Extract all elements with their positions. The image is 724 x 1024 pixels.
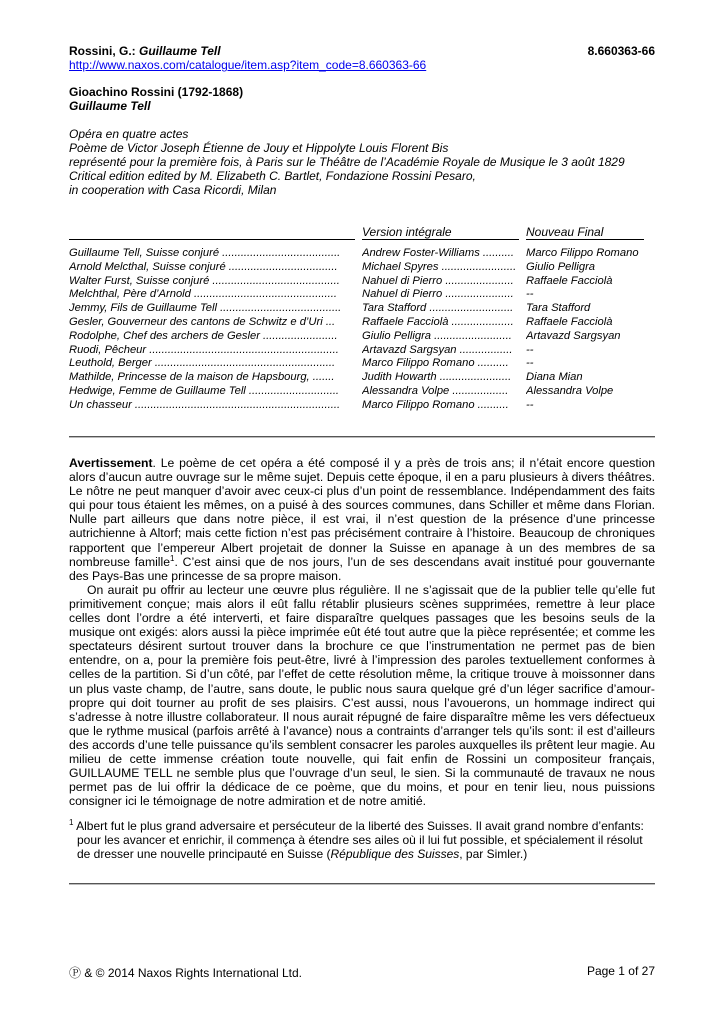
cast-final-singer: Alessandra Volpe — [526, 384, 614, 397]
cast-row — [69, 275, 659, 289]
cast-role: Melchthal, Père d’Arnold .............................................. — [69, 288, 337, 301]
cast-row — [69, 399, 659, 413]
section-divider — [69, 436, 655, 438]
cast-row — [69, 385, 659, 399]
header-title-prefix: Rossini, G.: — [69, 44, 140, 58]
cast-final-singer: -- — [526, 288, 534, 301]
cast-role: Mathilde, Princesse de la maison de Hapsbourg, ....... — [69, 371, 335, 384]
cast-row — [69, 344, 659, 358]
avertissement-paragraph: On aurait pu offrir au lecteur une œuvre plus régulière. Il ne s’agissait que de la publier telle qu’elle fut primitivement conçue; mais alors il eût fallu rétablir plusieurs scènes supprimées, remettre à leur place celles dont l’ordre a été interverti, et faire disparaître quelques passages que les besoins seuls de la musique ont exigés: alors aussi la pièce imprimée eût été tout autre que la pièce représentée; et comme les spectateurs désirent surtout trouver dans la brochure ce que l’instrumentation ne permet pas de bien entendre, on a, pour la première fois peut-être, livré à l’impression des paroles textuellement conformes à celles de la partition. Si d’un côté, par l’effet de cette résolution même, la critique trouve à moissonner dans un plus vaste champ, de l’autre, sans doute, le public nous saura quelque gré d’un léger sacrifice d’amour-propre qui doit tourner au profit de ses plaisirs. C’est aussi, nous l’avouerons, un hommage indirect qui s’adresse à notre illustre collaborateur. Il nous aurait répugné de faire disparaître même les vers défectueux que le rythme musical (parfois arrêté à l’avance) nous a contraints d’arranger tels qu’ils sont: il est d’ailleurs des accords d’une telle puissance qu’ils semblent consacrer les paroles auxquelles ils prêtent leur magie. Au milieu de cette immense création toute nouvelle, qui fait enfin de Rossini un compositeur français, GUILLAUME TELL ne semble plus que l’ouvrage d’un seul, le sien. Si la communauté de travaux ne nous permet pas de lui offrir la dédicace de ce poème, que du moins, et pour en tenir lieu, nous puissions consigner ici le témoignage de notre admiration et de notre amitié. — [69, 582, 655, 809]
description-line: Poème de Victor Joseph Étienne de Jouy et Hippolyte Louis Florent Bis — [69, 141, 449, 155]
cast-row — [69, 330, 659, 344]
cast-singer: Artavazd Sargsyan ................. — [362, 343, 513, 356]
description-line: représenté pour la première fois, à Paris sur le Théâtre de l’Académie Royale de Musique le 3 août 1829 — [69, 155, 625, 169]
cast-singer: Giulio Pelligra ......................... — [362, 329, 512, 342]
cast-singer: Tara Stafford ........................... — [362, 302, 514, 315]
cast-final-singer: Marco Filippo Romano — [526, 247, 639, 259]
footnote-text-part: , par Simler.) — [459, 847, 528, 862]
cast-singer: Judith Howarth ....................... — [362, 371, 512, 384]
cast-role: Ruodi, Pêcheur ............................................................. — [69, 343, 339, 356]
cast-row — [69, 357, 659, 371]
cast-singer: Michael Spyres ........................ — [362, 260, 517, 273]
cast-singer: Marco Filippo Romano .......... — [362, 357, 509, 370]
description-line: in cooperation with Casa Ricordi, Milan — [69, 183, 277, 197]
header-title-work: Guillaume Tell — [139, 44, 221, 58]
cast-final-singer: Raffaele Facciolà — [526, 274, 613, 287]
cast-singer: Nahuel di Pierro ...................... — [362, 288, 514, 301]
composer-name: Gioachino Rossini (1792-1868) — [69, 85, 244, 99]
cast-final-singer: -- — [526, 343, 534, 356]
cast-row — [69, 302, 659, 316]
footnote-ref: 1 — [170, 553, 175, 563]
cast-final-singer: Raffaele Facciolà — [526, 315, 613, 328]
cast-role: Guillaume Tell, Suisse conjuré ...................................... — [69, 247, 341, 259]
cast-header-final: Nouveau Final — [526, 225, 604, 239]
cast-row — [69, 261, 659, 275]
page-number: Page 1 of 27 — [586, 964, 655, 978]
footnote-marker: 1 — [69, 818, 74, 827]
work-title: Guillaume Tell — [69, 99, 151, 113]
cast-singer: Marco Filippo Romano .......... — [362, 398, 509, 411]
cast-header-rule — [69, 239, 355, 240]
cast-header-rule — [362, 239, 519, 240]
cast-list — [69, 247, 659, 413]
catalogue-code: 8.660363-66 — [587, 44, 655, 58]
paragraph-text: . Le poème de cet opéra a été composé il y a près de trois ans; il n’était encore question alors d’aucun autre ouvrage sur le même sujet. Depuis cette époque, il en a paru plusieurs à divers théâtres. Le nôtre ne peut manquer d’avoir avec ceux-ci plus d’un point de ressemblance. Indépendamment des faits qui pour tous étaient les mêmes, on a puisé à des sources communes, dans Schiller et même dans Florian. Nulle part ailleurs que dans notre pièce, il est vrai, il n’est question de la présence d’une princesse autrichienne à Altorf; mais cette fiction n’est pas précisément contraire à l’histoire. Beaucoup de chroniques rapportent que l’empereur Albert projetait de donner la Suisse en apanage à un des membres de sa nombreuse famille — [69, 456, 655, 569]
cast-final-singer: Giulio Pelligra — [526, 260, 596, 273]
footnote — [69, 819, 655, 862]
work-description — [69, 127, 625, 197]
cast-final-singer: Artavazd Sargsyan — [526, 329, 621, 342]
cast-role: Hedwige, Femme de Guillaume Tell ............................. — [69, 384, 340, 397]
cast-row — [69, 316, 659, 330]
cast-role: Gesler, Gouverneur des cantons de Schwitz e d’Uri ... — [69, 315, 336, 328]
avertissement-paragraph — [69, 456, 655, 583]
description-line: Critical edition edited by M. Elizabeth C. Bartlet, Fondazione Rossini Pesaro, — [69, 169, 476, 183]
cast-final-singer: Tara Stafford — [526, 302, 591, 315]
cast-singer: Alessandra Volpe .................. — [362, 384, 509, 397]
cast-header-rule — [526, 239, 644, 240]
avertissement-text — [69, 456, 655, 808]
copyright-notice: Ⓟ & © 2014 Naxos Rights International Ltd. — [69, 966, 302, 980]
cast-role: Walter Furst, Suisse conjuré ......................................... — [69, 274, 340, 287]
cast-role: Arnold Melcthal, Suisse conjuré ................................... — [69, 260, 338, 273]
cast-singer: Andrew Foster-Williams .......... — [362, 247, 514, 259]
paragraph-text: . C’est ainsi que de nos jours, l’un de ses descendans avait institué pour gouvernante des Pays-Bas une princesse de sa propre maison. — [69, 554, 656, 583]
cast-role: Rodolphe, Chef des archers de Gesler ........................ — [69, 329, 338, 342]
cast-row — [69, 247, 659, 261]
cast-singer: Raffaele Facciolà .................... — [362, 315, 514, 328]
cast-final-singer: -- — [526, 357, 534, 370]
cast-role: Un chasseur .................................................................. — [69, 398, 341, 411]
cast-row — [69, 371, 659, 385]
footnote-text-italic: République des Suisses — [330, 847, 460, 862]
catalogue-link[interactable]: http://www.naxos.com/catalogue/item.asp?item_code=8.660363-66 — [69, 58, 427, 72]
footnote-text — [69, 819, 655, 862]
header-title — [69, 44, 221, 58]
avertissement-heading: Avertissement — [69, 456, 153, 470]
cast-row — [69, 288, 659, 302]
section-divider — [69, 883, 655, 885]
cast-role: Leuthold, Berger .......................................................... — [69, 357, 336, 370]
cast-final-singer: Diana Mian — [526, 371, 583, 384]
description-line: Opéra en quatre actes — [69, 127, 189, 141]
cast-role: Jemmy, Fils de Guillaume Tell ....................................... — [69, 302, 342, 315]
cast-header-version: Version intégrale — [362, 225, 452, 239]
footnote-text-part: Albert fut le plus grand adversaire et persécuteur de la liberté des Suisses. Il avait grand nombre d’enfants: pour les avancer et enrichir, il commença à étendre ses ailes où il lui fut possible, et spécialement il résolut de dresser une nouvelle principauté en Suisse ( — [73, 819, 644, 862]
cast-final-singer: -- — [526, 398, 534, 411]
cast-singer: Nahuel di Pierro ...................... — [362, 274, 514, 287]
